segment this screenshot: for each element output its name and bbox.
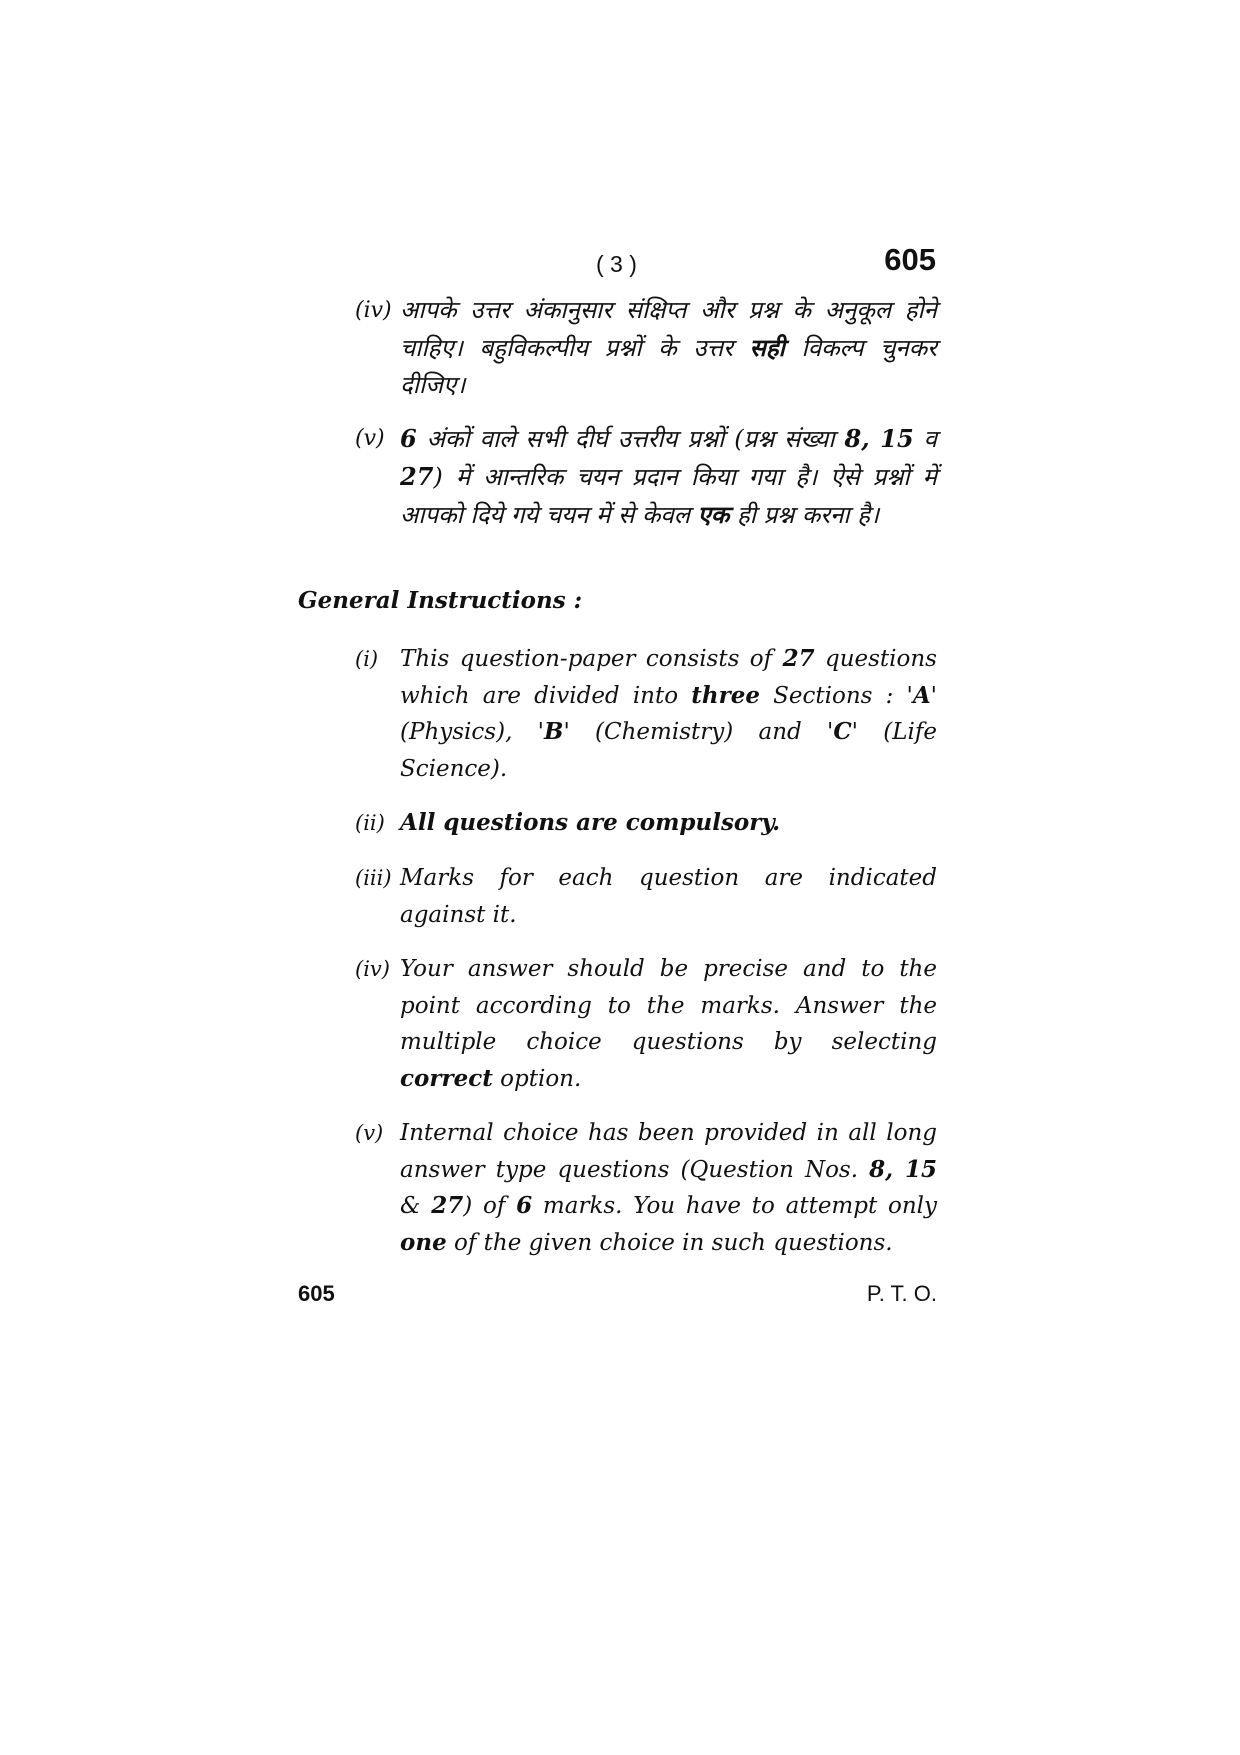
- text-run: of the given choice in such questions.: [446, 1229, 893, 1256]
- instruction-v: [355, 1115, 937, 1261]
- hindi-instruction-iv: [355, 292, 937, 404]
- text-run-bold: 8, 15: [844, 424, 914, 453]
- text-run-bold: one: [400, 1228, 447, 1256]
- text-run: Your answer should be precise and to the point according to the marks. Answer the multiple choice questions by selecting: [400, 956, 937, 1055]
- paper-code-top: 605: [884, 242, 936, 277]
- text-run: विकल्प चुनकर दीजिए।: [400, 334, 937, 399]
- text-run: marks. You have to attempt only: [532, 1193, 937, 1219]
- text-run-bold: A: [912, 681, 931, 709]
- text-run: ) में आन्तरिक चयन प्रदान किया गया है। ऐसे प्रश्नों में आपको दिये गये चयन में से केवल: [400, 463, 937, 529]
- text-run-bold: 8, 15: [869, 1155, 937, 1183]
- item-number: (i): [355, 647, 379, 671]
- item-text: [355, 292, 937, 404]
- text-run-bold: 27: [782, 645, 815, 672]
- text-run: questions which are divided into: [400, 646, 937, 709]
- item-number: (iii): [355, 866, 392, 890]
- text-run-bold: 6: [516, 1192, 533, 1219]
- item-text: [355, 420, 937, 534]
- instruction-ii: [355, 805, 937, 842]
- item-number: (iv): [355, 957, 390, 981]
- text-run: ' (Life Science).: [400, 719, 937, 782]
- item-number: (v): [355, 1121, 384, 1145]
- text-run-bold: सही: [749, 333, 785, 362]
- text-run: अंकों वाले सभी दीर्घ उत्तरीय प्रश्नों (प्रश्न संख्या: [416, 425, 845, 453]
- text-run: Sections : ': [759, 682, 913, 709]
- text-run: ) of: [463, 1193, 517, 1219]
- item-text: [355, 805, 937, 842]
- item-text: [355, 641, 937, 787]
- page-number: ( 3 ): [596, 251, 637, 277]
- instruction-iv: [355, 951, 937, 1097]
- item-number: (ii): [355, 811, 385, 835]
- text-run-bold: 27: [400, 462, 434, 491]
- text-run-bold: B: [543, 718, 564, 745]
- instruction-iii: [355, 860, 937, 933]
- item-text: [355, 860, 937, 933]
- text-run-bold: three: [691, 681, 760, 709]
- text-run-bold: एक: [697, 500, 730, 529]
- text-run-bold: 6: [400, 424, 417, 453]
- item-text: [355, 951, 937, 1097]
- item-text: [355, 1115, 937, 1261]
- pto-label: P. T. O.: [866, 1281, 937, 1306]
- text-run: आपके उत्तर अंकानुसार संक्षिप्त और प्रश्न के अनुकूल होने चाहिए। बहुविकल्पीय प्रश्नों के उत्तर: [400, 296, 937, 362]
- instruction-i: [355, 641, 937, 787]
- general-instructions-heading: General Instructions :: [298, 587, 583, 614]
- text-run-bold: 27: [431, 1192, 464, 1219]
- text-run: This question-paper consists of: [400, 646, 783, 672]
- item-number: (iv): [355, 298, 392, 323]
- text-run-bold: All questions are compulsory.: [400, 809, 781, 836]
- text-run: ' (Chemistry) and ': [563, 719, 834, 745]
- hindi-instruction-v: [355, 420, 937, 534]
- text-run: Internal choice has been provided in all long answer type questions (Question Nos.: [400, 1120, 937, 1183]
- paper-code-footer: 605: [298, 1281, 335, 1306]
- text-run-bold: C: [833, 718, 852, 745]
- text-run: option.: [492, 1065, 582, 1092]
- text-run: &: [400, 1193, 432, 1219]
- text-run: Marks for each question are indicated against it.: [400, 865, 937, 928]
- text-run: व: [913, 425, 937, 453]
- text-run: ही प्रश्न करना है।: [729, 501, 880, 529]
- text-run-bold: correct: [400, 1064, 493, 1092]
- text-run: ' (Physics), ': [400, 682, 937, 745]
- item-number: (v): [355, 426, 385, 451]
